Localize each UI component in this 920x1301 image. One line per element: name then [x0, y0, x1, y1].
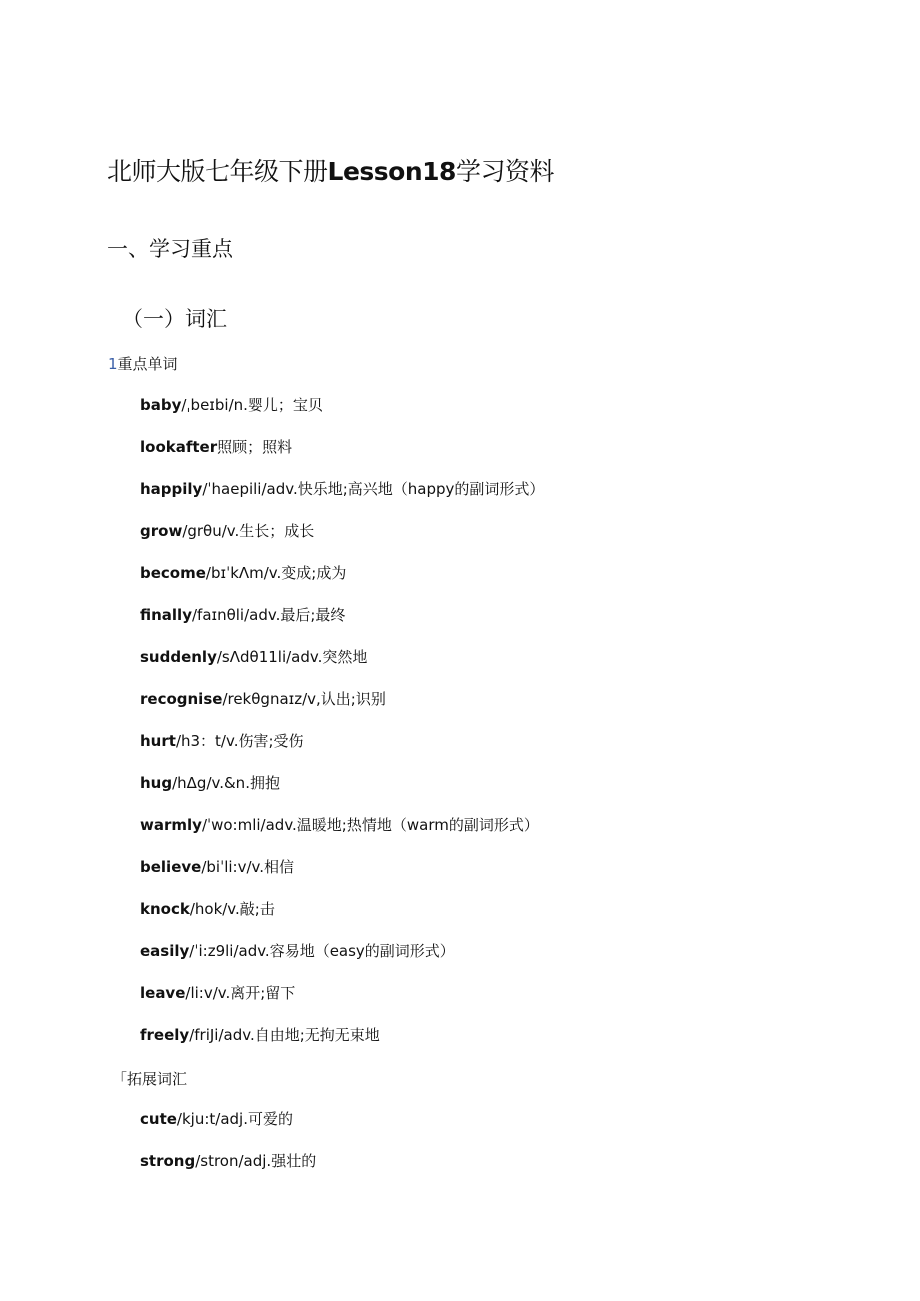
vocab-item: [140, 813, 544, 855]
title-prefix: 北师大版七年级下册: [107, 157, 328, 186]
page-title: [107, 152, 554, 188]
vocab-word: hurt: [140, 732, 176, 750]
vocab-definition: /friJi/adv.自由地;无拘无束地: [189, 1026, 380, 1044]
vocab-item: [140, 897, 544, 939]
vocab-word: warmly: [140, 816, 202, 834]
vocab-item: [140, 939, 544, 981]
vocab-word: become: [140, 564, 206, 582]
title-lesson: Lesson18: [327, 157, 456, 186]
vocab-word: suddenly: [140, 648, 217, 666]
vocab-item: [140, 561, 544, 603]
key-words-text: 重点单词: [117, 355, 178, 373]
vocab-definition: /kju:t/adj.可爱的: [176, 1110, 293, 1128]
extension-marker: 「: [112, 1070, 128, 1088]
vocab-definition: /ˈwo:mli/adv.温暖地;热情地（warm的副词形式）: [201, 816, 539, 834]
vocab-word: knock: [140, 900, 190, 918]
vocab-word: strong: [140, 1152, 196, 1170]
vocab-word: lookafter: [140, 438, 218, 456]
key-words-list: [140, 393, 544, 1065]
key-words-label: [108, 353, 178, 374]
vocab-definition: /hok/v.敲;击: [189, 900, 275, 918]
vocab-word: cute: [140, 1110, 177, 1128]
vocab-item: [140, 1023, 544, 1065]
vocab-item: [140, 687, 544, 729]
title-suffix: 学习资料: [455, 157, 554, 186]
vocab-definition: /faɪnθli/adv.最后;最终: [191, 606, 346, 624]
vocab-definition: /hΔg/v.&n.拥抱: [172, 774, 280, 792]
vocab-definition: /ˈhaepili/adv.快乐地;高兴地（happy的副词形式）: [202, 480, 545, 498]
vocab-definition: /grθu/v.生长；成长: [182, 522, 315, 540]
section-heading: 一、学习重点: [107, 237, 233, 261]
vocab-word: freely: [140, 1026, 190, 1044]
vocab-definition: 照顾；照料: [217, 438, 293, 456]
vocab-word: happily: [140, 480, 203, 498]
vocab-definition: /ˌbeɪbi/n.婴儿；宝贝: [181, 396, 323, 414]
vocab-item: [140, 435, 544, 477]
extension-text: 拓展词汇: [127, 1070, 188, 1088]
vocab-item: [140, 393, 544, 435]
vocab-word: hug: [140, 774, 173, 792]
vocab-word: leave: [140, 984, 186, 1002]
vocab-definition: /ˈi:z9li/adv.容易地（easy的副词形式）: [189, 942, 455, 960]
vocab-item: [140, 519, 544, 561]
vocab-word: easily: [140, 942, 190, 960]
vocab-word: recognise: [140, 690, 223, 708]
vocab-definition: /li:v/v.离开;留下: [185, 984, 296, 1002]
extension-words-label: [112, 1068, 187, 1089]
vocab-word: finally: [140, 606, 192, 624]
vocab-definition: /h3：t/v.伤害;受伤: [175, 732, 304, 750]
vocab-item: [140, 855, 544, 897]
vocab-item: [140, 603, 544, 645]
vocab-item: [140, 981, 544, 1023]
vocab-item: [140, 645, 544, 687]
key-words-number: 1: [108, 355, 118, 373]
vocab-item: [140, 1107, 316, 1149]
vocab-definition: /bɪˈkΛm/v.变成;成为: [205, 564, 347, 582]
vocab-definition: /biˈli:v/v.相信: [201, 858, 294, 876]
vocab-word: believe: [140, 858, 202, 876]
vocab-item: [140, 477, 544, 519]
vocab-definition: /sΛdθ11li/adv.突然地: [216, 648, 368, 666]
vocab-definition: /stron/adj.强壮的: [195, 1152, 317, 1170]
vocab-item: [140, 1149, 316, 1191]
vocab-word: grow: [140, 522, 183, 540]
vocab-item: [140, 729, 544, 771]
vocab-item: [140, 771, 544, 813]
vocab-definition: /rekθgnaɪz/v,认出;识别: [222, 690, 386, 708]
extension-words-list: [140, 1107, 316, 1191]
sub-heading-vocabulary: （一）词汇: [122, 307, 227, 331]
vocab-word: baby: [140, 396, 182, 414]
